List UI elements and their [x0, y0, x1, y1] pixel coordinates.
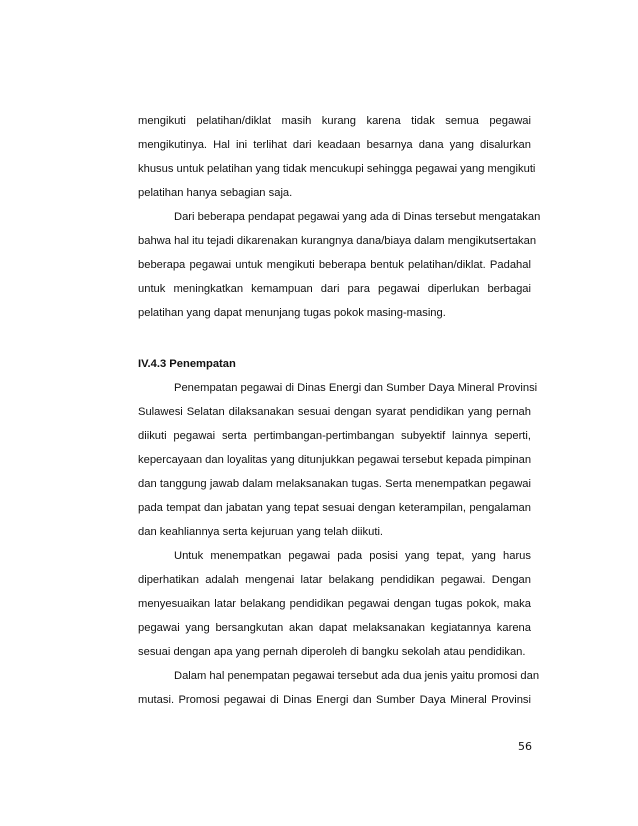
- paragraph-2-line-3: beberapa pegawai untuk mengikuti beberapa bentuk pelatihan/diklat. Padahal: [138, 259, 531, 271]
- paragraph-1-line-1: mengikuti pelatihan/diklat masih kurang karena tidak semua pegawai: [138, 115, 531, 127]
- paragraph-4-line-4: pegawai yang bersangkutan akan dapat melaksanakan kegiatannya karena: [138, 622, 531, 634]
- page-number: 56: [518, 740, 532, 753]
- paragraph-3-line-7: dan keahliannya serta kejuruan yang telah diikuti.: [138, 526, 384, 538]
- paragraph-2-line-1: Dari beberapa pendapat pegawai yang ada di Dinas tersebut mengatakan: [174, 211, 541, 223]
- paragraph-2-line-5: pelatihan yang dapat menunjang tugas pokok masing-masing.: [138, 307, 446, 319]
- paragraph-3-line-1: Penempatan pegawai di Dinas Energi dan Sumber Daya Mineral Provinsi: [174, 382, 538, 394]
- paragraph-3-line-3: diikuti pegawai serta pertimbangan-pertimbangan subyektif lainnya seperti,: [138, 430, 531, 442]
- paragraph-2-line-2: bahwa hal itu tejadi dikarenakan kurangnya dana/biaya dalam mengikutsertakan: [138, 235, 537, 247]
- paragraph-3-line-6: pada tempat dan jabatan yang tepat sesuai dengan keterampilan, pengalaman: [138, 502, 531, 514]
- paragraph-2-line-4: untuk meningkatkan kemampuan dari para pegawai diperlukan berbagai: [138, 283, 531, 295]
- paragraph-4-line-5: sesuai dengan apa yang pernah diperoleh di bangku sekolah atau pendidikan.: [138, 646, 526, 658]
- section-heading: IV.4.3 Penempatan: [138, 358, 236, 370]
- paragraph-5-line-1: Dalam hal penempatan pegawai tersebut ada dua jenis yaitu promosi dan: [174, 670, 540, 682]
- paragraph-3-line-4: kepercayaan dan loyalitas yang ditunjukkan pegawai tersebut kepada pimpinan: [138, 454, 532, 466]
- paragraph-1-line-2: mengikutinya. Hal ini terlihat dari keadaan besarnya dana yang disalurkan: [138, 139, 531, 151]
- paragraph-1-line-3: khusus untuk pelatihan yang tidak mencukupi sehingga pegawai yang mengikuti: [138, 163, 536, 175]
- paragraph-4-line-2: diperhatikan adalah mengenai latar belakang pendidikan pegawai. Dengan: [138, 574, 531, 586]
- paragraph-5-line-2: mutasi. Promosi pegawai di Dinas Energi dan Sumber Daya Mineral Provinsi: [138, 694, 531, 706]
- paragraph-4-line-1: Untuk menempatkan pegawai pada posisi yang tepat, yang harus: [174, 550, 531, 562]
- paragraph-3-line-5: dan tanggung jawab dalam melaksanakan tugas. Serta menempatkan pegawai: [138, 478, 531, 490]
- paragraph-3-line-2: Sulawesi Selatan dilaksanakan sesuai dengan syarat pendidikan yang pernah: [138, 406, 531, 418]
- paragraph-4-line-3: menyesuaikan latar belakang pendidikan pegawai dengan tugas pokok, maka: [138, 598, 531, 610]
- paragraph-1-line-4: pelatihan hanya sebagian saja.: [138, 187, 293, 199]
